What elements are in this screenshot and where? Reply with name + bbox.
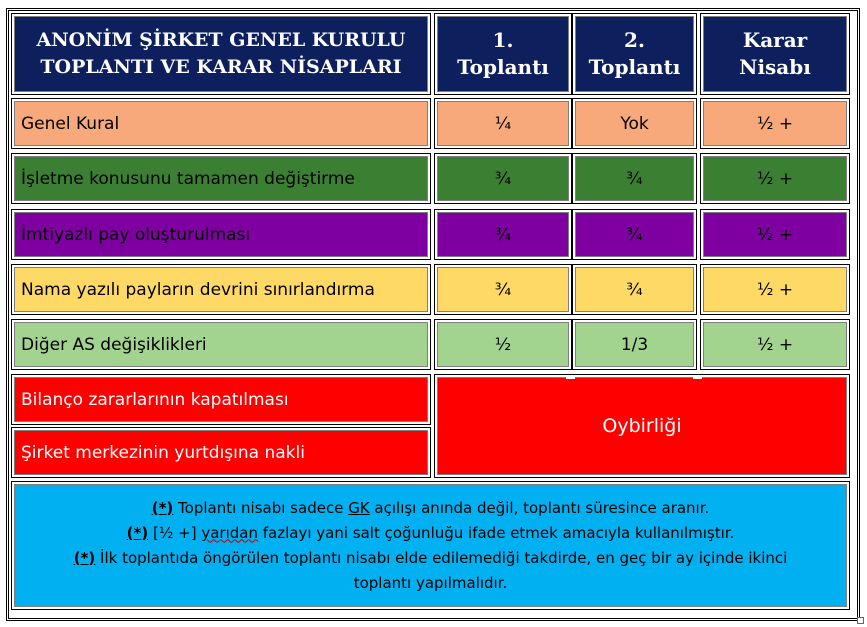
header-first-meeting [437, 16, 569, 92]
row-isletme-first: ¾ [437, 156, 569, 201]
header-col3-line2: Nisabı [739, 55, 811, 79]
row-diger-first: ½ [437, 322, 569, 367]
note-1-marker: (*) [151, 498, 174, 517]
header-title-line1: ANONİM ŞİRKET GENEL KURULU [36, 29, 406, 51]
header-col3-line1: Karar [742, 28, 808, 52]
selection-handle-right[interactable] [693, 376, 702, 379]
note-2-text-a: [½ +] [148, 523, 202, 542]
note-1-text-b: açılışı anında değil, toplantı süresince aranır. [369, 498, 710, 517]
row-diger-decision: ½ + [703, 322, 847, 367]
row-isletme-second: ¾ [575, 156, 694, 201]
note-2-spellcheck-word: yarıdan [201, 523, 258, 542]
note-2-marker: (*) [126, 523, 149, 542]
row-imtiyaz-label: İmtiyazlı pay oluşturulması [14, 212, 428, 257]
resize-handle-corner[interactable] [857, 617, 864, 624]
header-second-meeting [575, 16, 694, 92]
note-2-text-b: fazlayı yani salt çoğunluğu ifade etmek amacıyla kullanılmıştır. [257, 523, 735, 542]
header-col1-line2: Toplantı [457, 55, 549, 79]
row-genel-kural-label: Genel Kural [14, 101, 428, 146]
row-diger-second: 1/3 [575, 322, 694, 367]
note-1 [152, 496, 710, 521]
row-sirket-merkezi-label: Şirket merkezinin yurtdışına nakli [14, 430, 428, 475]
header-title-line2: TOPLANTI VE KARAR NİSAPLARI [40, 56, 402, 78]
row-nama-first: ¾ [437, 267, 569, 312]
row-nama-second: ¾ [575, 267, 694, 312]
header-col2-line1: 2. [624, 28, 645, 52]
header-col1-line1: 1. [492, 28, 514, 52]
row-bilanco-label: Bilanço zararlarının kapatılması [14, 377, 428, 422]
note-1-text-a: Toplantı nisabı sadece [173, 498, 349, 517]
row-imtiyaz-second: ¾ [575, 212, 694, 257]
unanimity-merged-cell: Oybirliği [437, 377, 847, 475]
note-2 [127, 521, 735, 546]
row-imtiyaz-decision: ½ + [703, 212, 847, 257]
header-decision-quorum [703, 16, 847, 92]
selection-handle-left[interactable] [566, 376, 575, 379]
row-nama-decision: ½ + [703, 267, 847, 312]
notes-panel [14, 484, 847, 607]
note-3-continued: toplantı yapılmalıdır. [353, 573, 508, 592]
row-genel-kural-first: ¼ [437, 101, 569, 146]
note-1-gk: GK [348, 498, 370, 517]
row-nama-label: Nama yazılı payların devrini sınırlandırma [14, 267, 428, 312]
header-col2-line2: Toplantı [588, 55, 681, 79]
row-isletme-label: İşletme konusunu tamamen değiştirme [14, 156, 428, 201]
note-3 [74, 546, 788, 571]
header-title [14, 16, 428, 92]
row-imtiyaz-first: ¾ [437, 212, 569, 257]
row-isletme-decision: ½ + [703, 156, 847, 201]
note-3-text-a: İlk toplantıda öngörülen toplantı nisabı elde edilemediği takdirde, en geç bir ay içinde ikinci [95, 548, 788, 567]
row-genel-kural-second: Yok [575, 101, 694, 146]
row-genel-kural-decision: ½ + [703, 101, 847, 146]
note-3-marker: (*) [73, 548, 96, 567]
row-diger-label: Diğer AS değişiklikleri [14, 322, 428, 367]
